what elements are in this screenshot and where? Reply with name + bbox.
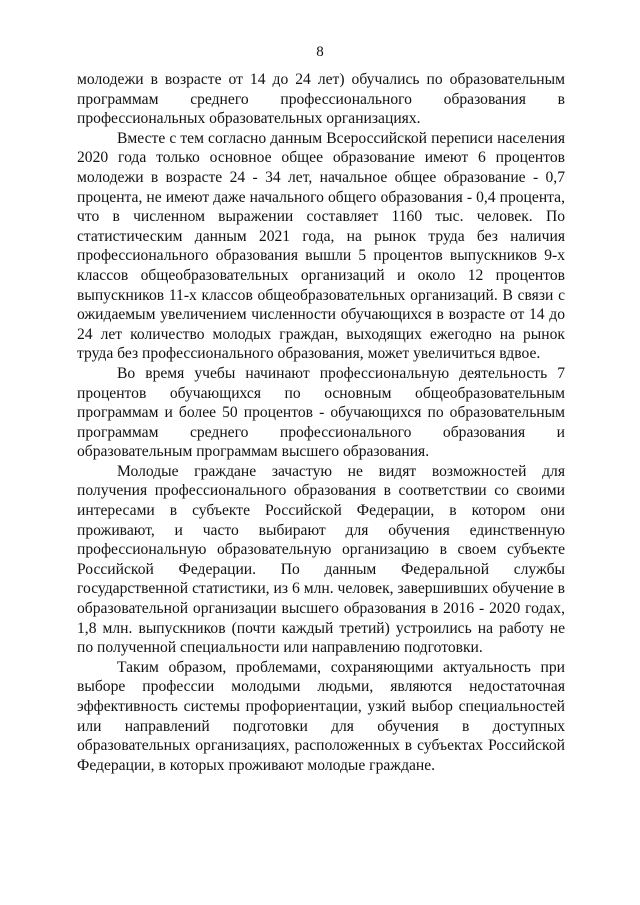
paragraph-regional-options: Молодые граждане зачастую не видят возможностей для получения профессионального образования в соответствии со своими интересами в субъекте Российской Федерации, в котором они проживают, и часто выбирают для обучения единственную профессиональную образовательную организацию в своем субъекте Российской Федерации. По данным Федеральной службы государственной статистики, из 6 млн. человек, завершивших обучение в образовательной организации высшего образования в 2016 - 2020 годах, 1,8 млн. выпускников (почти каждый третий) устроились на работу не по полученной специальности или направлению подготовки.	[77, 462, 565, 657]
paragraph-continuation: молодежи в возрасте от 14 до 24 лет) обучались по образовательным программам среднего профессионального образования в профессиональных образовательных организациях.	[77, 71, 565, 128]
page-number: 8	[316, 44, 324, 60]
paragraph-census-data: Вместе с тем согласно данным Всероссийской переписи населения 2020 года только основное общее образование имеют 6 процентов молодежи в возрасте 24 - 34 лет, начальное общее образование - 0,7 процента, не имеют даже начального общего образования - 0,4 процента, что в численном выражении составляет 1160 тыс. человек. По статистическим данным 2021 года, на рынок труда без наличия профессионального образования вышли 5 процентов выпускников 9-х классов общеобразовательных организаций и около 12 процентов выпускников 11-х классов общеобразовательных организаций. В связи с ожидаемым увеличением численности обучающихся в возрасте от 14 до 24 лет количество молодых граждан, выходящих ежегодно на рынок труда без профессионального образования, может увеличиться вдвое.	[77, 129, 565, 363]
document-body	[77, 70, 565, 775]
paragraph-working-students: Во время учебы начинают профессиональную деятельность 7 процентов обучающихся по основным общеобразовательным программам и более 50 процентов - обучающихся по образовательным программам среднего профессионального образования и образовательным программам высшего образования.	[77, 364, 565, 461]
paragraph-conclusion: Таким образом, проблемами, сохраняющими актуальность при выборе профессии молодыми людьми, являются недостаточная эффективность системы профориентации, узкий выбор специальностей или направлений подготовки для обучения в доступных образовательных организациях, расположенных в субъектах Российской Федерации, в которых проживают молодые граждане.	[77, 658, 565, 774]
